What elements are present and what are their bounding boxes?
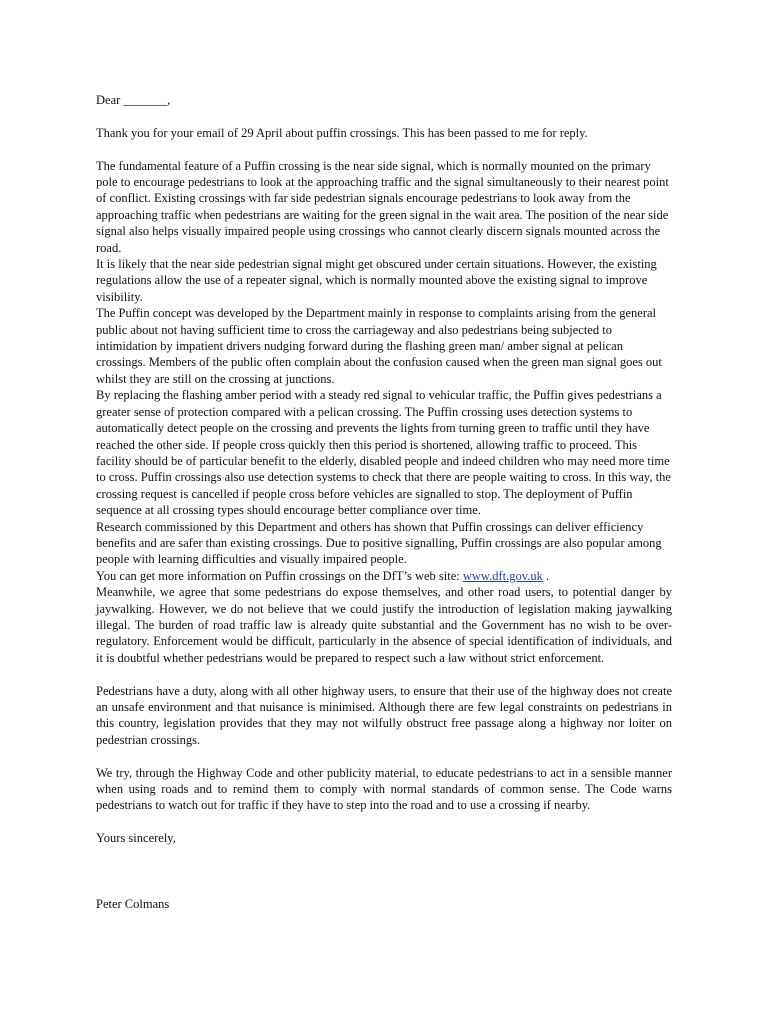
- paragraph-pedestrian-duty: Pedestrians have a duty, along with all other highway users, to ensure that their use of the highway does not create an unsafe environment and that nuisance is minimised. Although there are few legal constraints on pedestrians in this country, legislation provides that they may not wilfully obstruct free passage along a highway nor loiter on pedestrian crossings.: [96, 683, 672, 747]
- paragraph-jaywalking: Meanwhile, we agree that some pedestrians do expose themselves, and other road users, to potential danger by jaywalking. However, we do not believe that we could justify the introduction of legislation making jaywalking illegal. The burden of road traffic law is already quite substantial and the Government has no wish to be over-regulatory. Enforcement would be difficult, particularly in the absence of special identification of individuals, and it is doubtful whether pedestrians would be prepared to respect such a law without strict enforcement.: [96, 585, 672, 665]
- paragraph-repeater-signal: It is likely that the near side pedestrian signal might get obscured under certain situations. However, the existing regulations allow the use of a repeater signal, which is normally mounted above the existing signal to improve visibility.: [96, 257, 657, 304]
- dft-website-link[interactable]: www.dft.gov.uk: [462, 568, 543, 583]
- intro-paragraph: Thank you for your email of 29 April about puffin crossings. This has been passed to me for reply.: [96, 125, 588, 140]
- paragraph-highway-code: We try, through the Highway Code and other publicity material, to educate pedestrians to act in a sensible manner when using roads and to remind them to comply with normal standards of common sense. The Code warns pedestrians to watch out for traffic if they have to step into the road and to use a crossing if nearby.: [96, 765, 672, 813]
- paragraph-research: Research commissioned by this Department and others has shown that Puffin crossings can deliver efficiency benefits and are safer than existing crossings. Due to positive signalling, Puffin crossings are also popular among people with learning difficulties and visually impaired people.: [96, 519, 662, 567]
- letter-page: [96, 92, 672, 912]
- closing: Yours sincerely,: [96, 831, 176, 846]
- paragraph-steady-red-signal: By replacing the flashing amber period with a steady red signal to vehicular traffic, the Puffin gives pedestrians a greater sense of protection compared with a pelican crossing. The Puffin crossing uses detection systems to automatically detect people on the crossing and prevents the lights from turning green to traffic until they have reached the other side. If people cross quickly then this period is shortened, allowing traffic to proceed. This facility should be of particular benefit to the elderly, disabled people and indeed children who may need more time to cross. Puffin crossings also use detection systems to check that there are people waiting to cross. In this way, the crossing request is cancelled if people cross before vehicles are signalled to stop. The deployment of Puffin sequence at all crossing types should encourage better compliance over time.: [96, 388, 671, 518]
- salutation: Dear _______,: [96, 93, 171, 107]
- signature-name: Peter Colmans: [96, 896, 170, 911]
- more-info-tail: .: [542, 568, 550, 583]
- paragraph-more-info: [96, 568, 672, 584]
- paragraph-near-side-signal: The fundamental feature of a Puffin crossing is the near side signal, which is normally mounted on the primary pole to encourage pedestrians to look at the approaching traffic and the signal simultaneously to their nearest point of conflict. Existing crossings with far side pedestrian signals encourage pedestrians to look away from the approaching traffic when pedestrians are waiting for the green signal in the wait area. The position of the near side signal also helps visually impaired people using crossings who cannot clearly discern signals mounted across the road.: [96, 158, 669, 255]
- paragraph-puffin-concept: The Puffin concept was developed by the Department mainly in response to complaints arising from the general public about not having sufficient time to cross the carriageway and also pedestrians being subjected to intimidation by impatient drivers nudging forward during the flashing green man/ amber signal at pelican crossings. Members of the public often complain about the confusion caused when the green man signal goes out whilst they are still on the crossing at junctions.: [96, 306, 662, 386]
- more-info-text: You can get more information on Puffin crossings on the DfT’s web site:: [96, 568, 463, 583]
